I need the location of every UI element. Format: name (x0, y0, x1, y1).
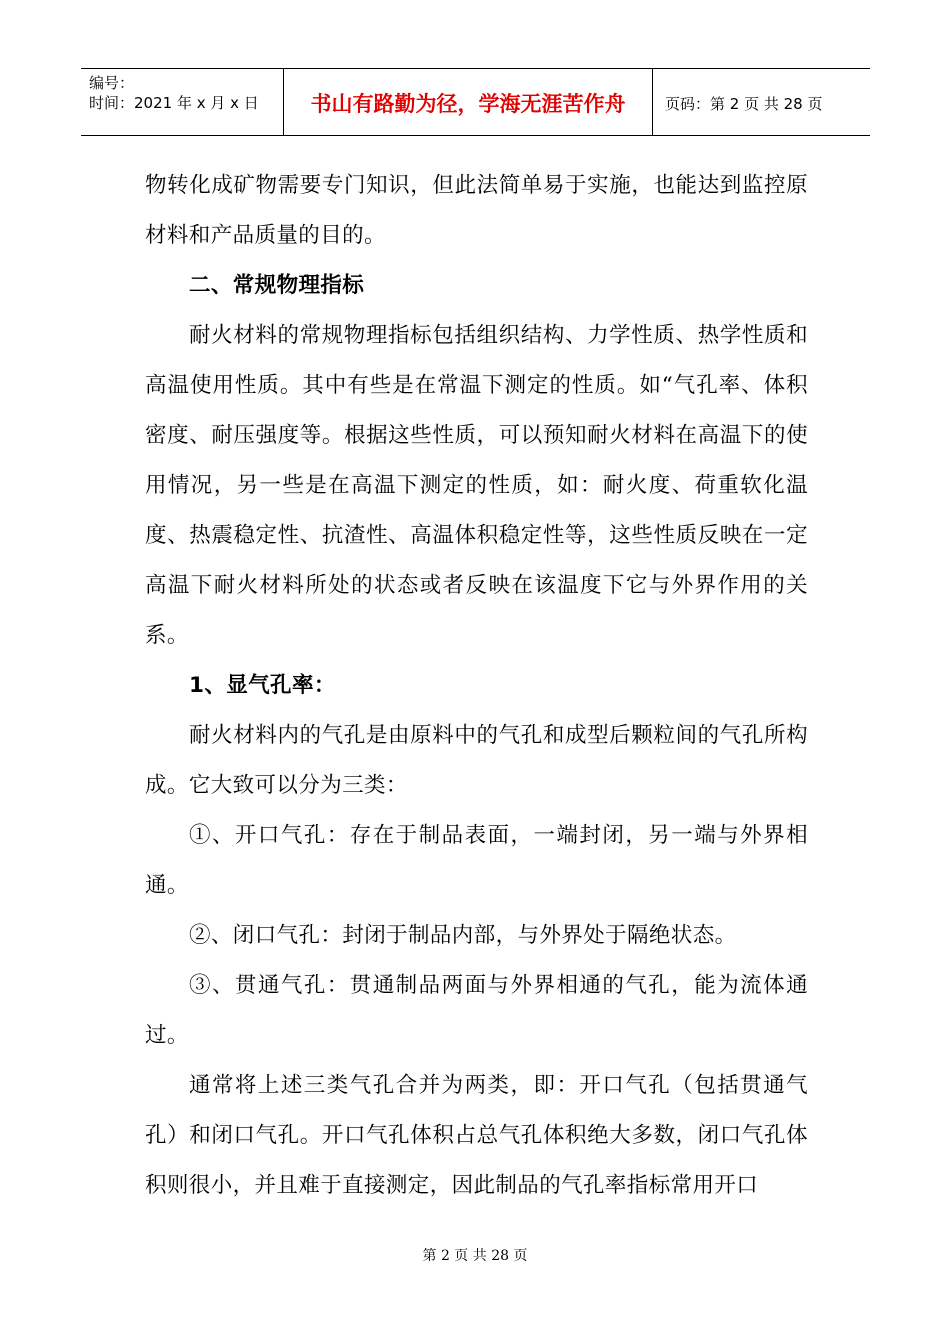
subsection-heading-porosity: 1、显气孔率： (189, 673, 336, 698)
list-item-open-pores: ①、开口气孔：存在于制品表面，一端封闭，另一端与外界相通。 (145, 823, 808, 898)
header-divider-right (652, 69, 653, 135)
header-page-info: 页码：第 2 页 共 28 页 (665, 95, 823, 113)
page-footer: 第 2 页 共 28 页 (422, 1248, 528, 1264)
paragraph-pore-classification: 通常将上述三类气孔合并为两类，即：开口气孔（包括贯通气孔）和闭口气孔。开口气孔体积占总气孔体积绝大多数，闭口气孔体积则很小，并且难于直接测定，因此制品的气孔率指标常用开口 (145, 1073, 808, 1198)
header-time-label: 时间：2021 年 x 月 x 日 (89, 94, 259, 112)
paragraph-physical-indicators: 耐火材料的常规物理指标包括组织结构、力学性质、热学性质和高温使用性质。其中有些是在常温下测定的性质。如“气孔率、体积密度、耐压强度等。根据这些性质，可以预知耐火材料在高温下的使用情况，另一些是在高温下测定的性质，如：耐火度、荷重软化温度、热震稳定性、抗渣性、高温体积稳定性等，这些性质反映在一定高温下耐火材料所处的状态或者反映在该温度下它与外界作用的关系。 (145, 323, 808, 648)
header-number-label: 编号： (89, 74, 135, 92)
header-meta (89, 73, 259, 113)
paragraph-porosity-intro: 耐火材料内的气孔是由原料中的气孔和成型后颗粒间的气孔所构成。它大致可以分为三类： (145, 723, 808, 798)
page-header (81, 68, 870, 136)
list-item-through-pores: ③、贯通气孔：贯通制品两面与外界相通的气孔，能为流体通过。 (145, 973, 808, 1048)
paragraph-continuation: 物转化成矿物需要专门知识，但此法简单易于实施，也能达到监控原材料和产品质量的目的。 (145, 173, 808, 248)
list-item-closed-pores: ②、闭口气孔：封闭于制品内部，与外界处于隔绝状态。 (189, 923, 737, 948)
document-body (145, 161, 808, 1211)
section-heading-physical-indicators: 二、常规物理指标 (189, 273, 365, 298)
header-motto: 书山有路勤为径，学海无涯苦作舟 (310, 92, 626, 116)
